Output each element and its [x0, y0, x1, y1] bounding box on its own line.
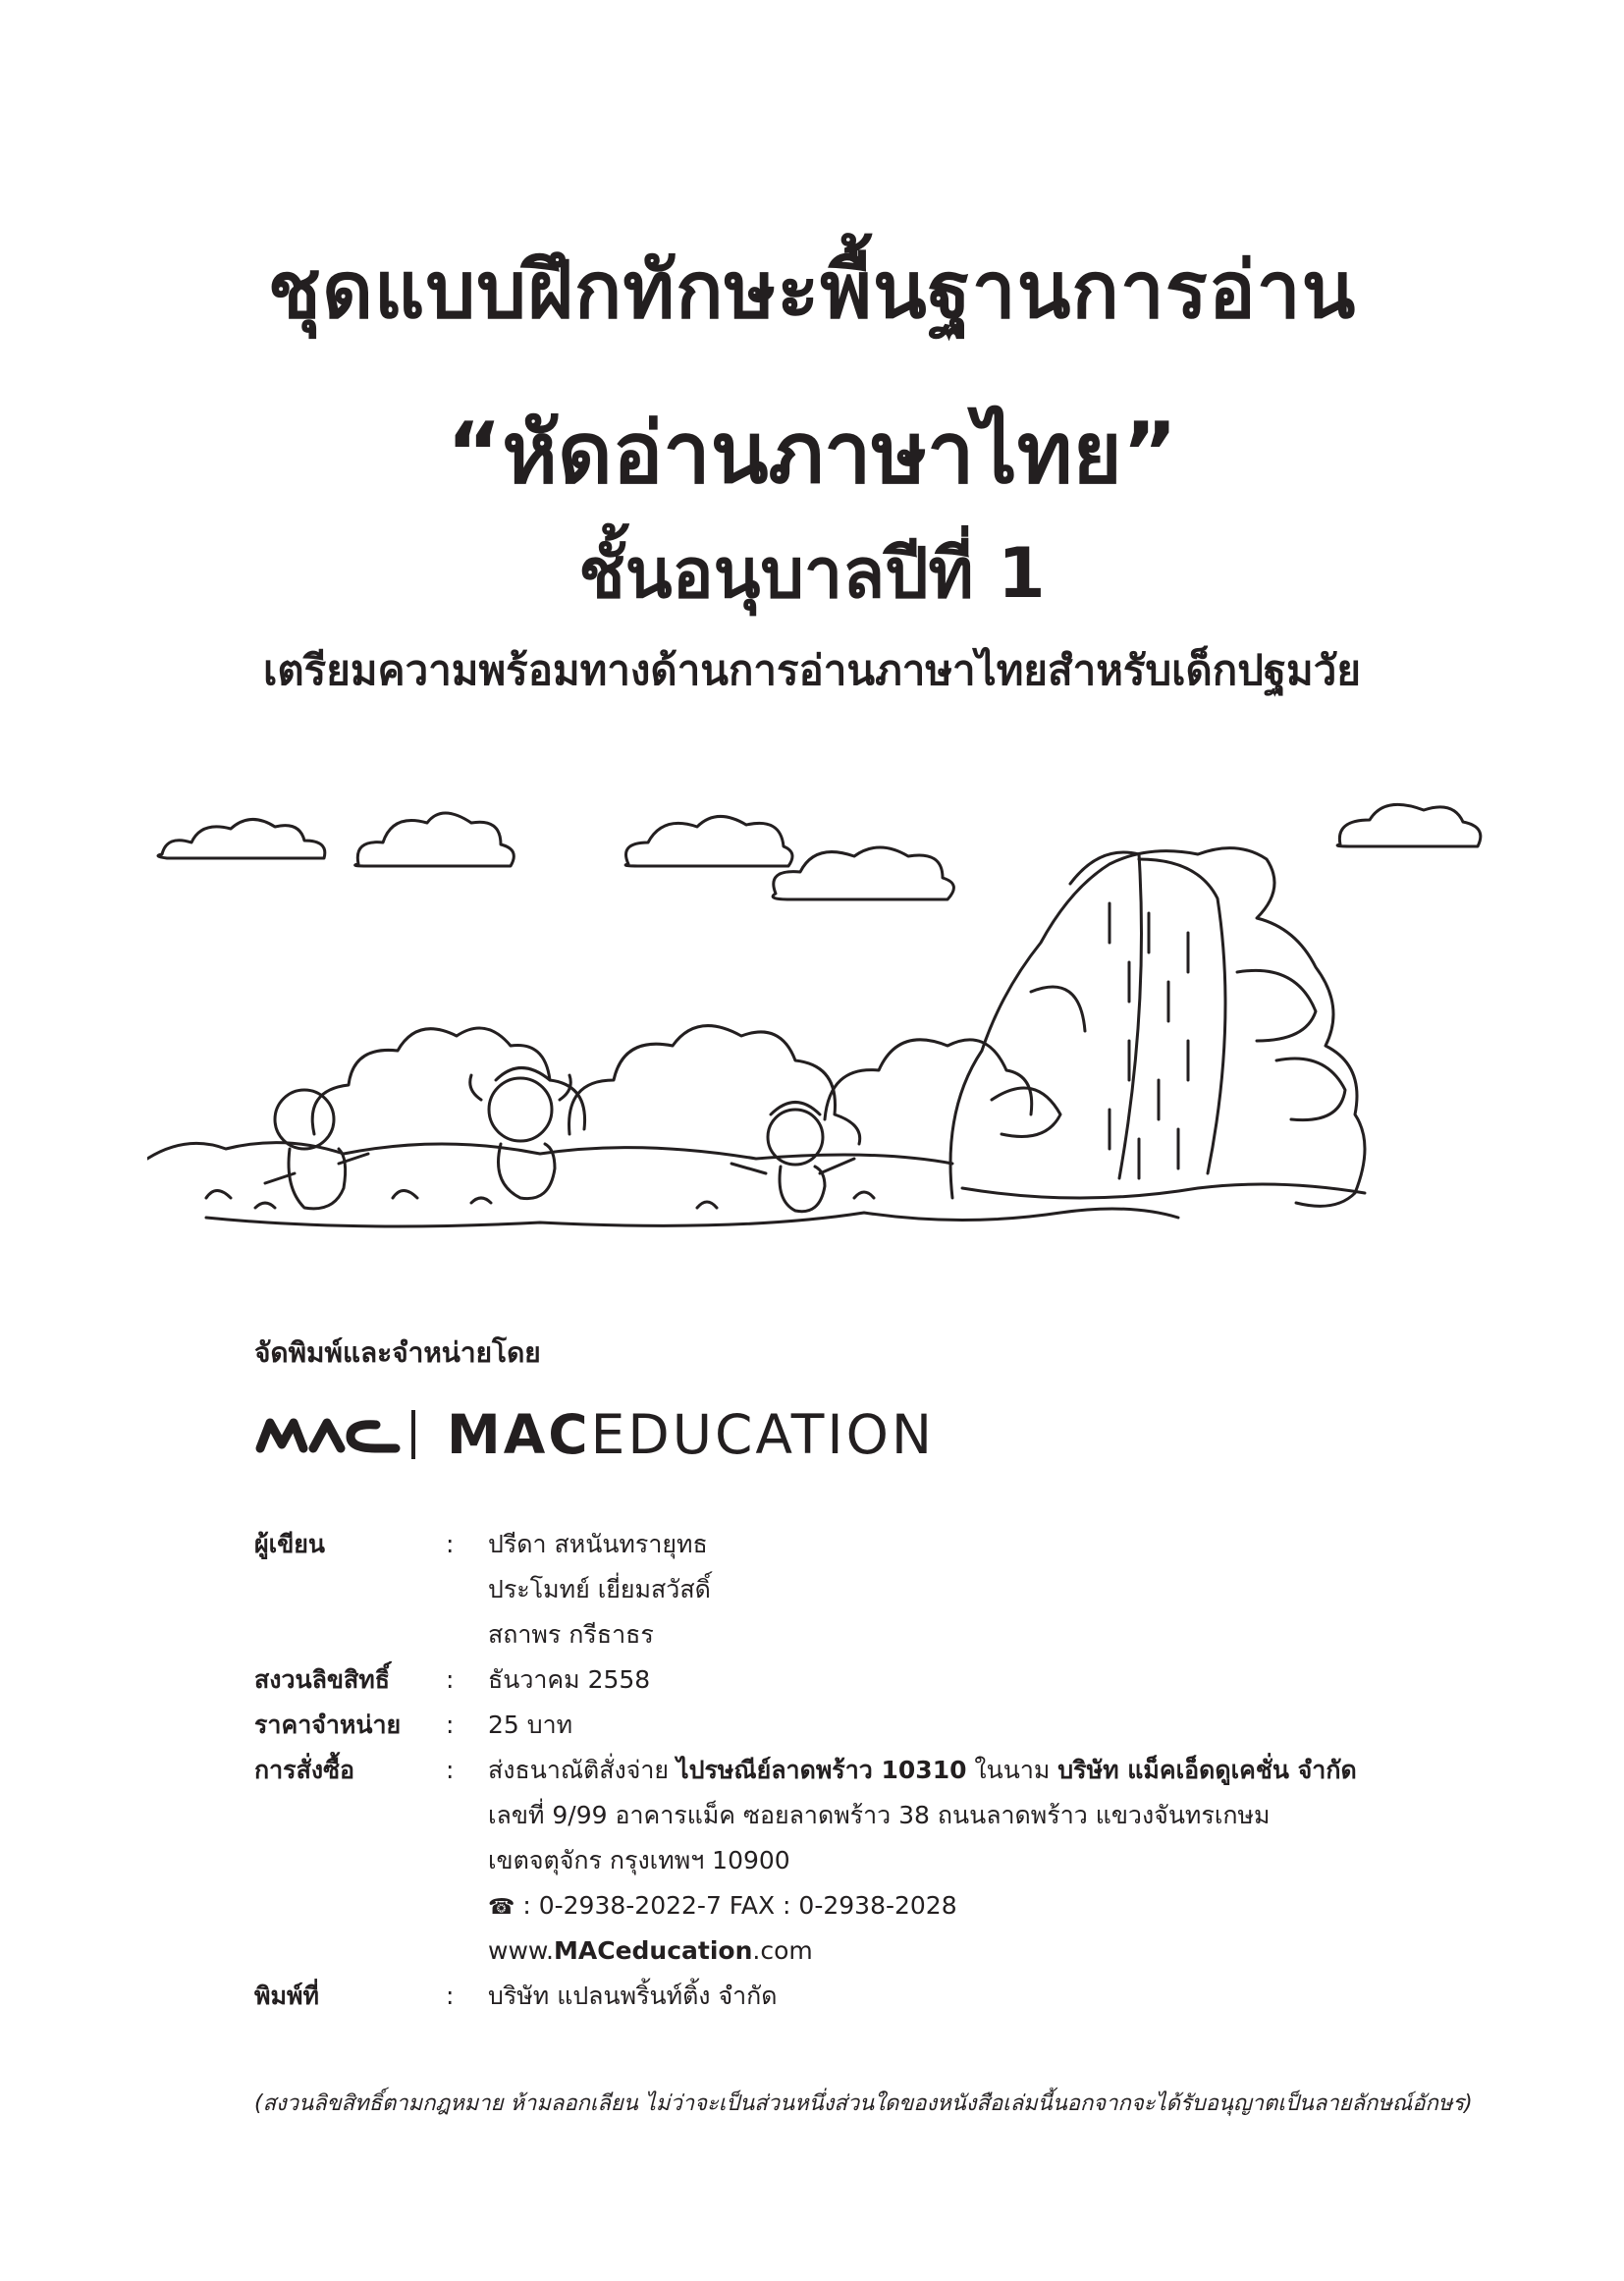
- author-1: ปรีดา สหนันทรายุทธ: [488, 1530, 708, 1558]
- colon: :: [446, 1711, 455, 1739]
- price-label: ราคาจำหน่าย: [254, 1711, 402, 1739]
- order-line-1: [488, 1748, 1357, 1793]
- water-ground: [147, 1143, 1365, 1226]
- printer-value: บริษัท แปลนพริ้นท์ติ้ง จำกัด: [488, 1982, 778, 2010]
- author-3: สถาพร กรีธาธร: [488, 1620, 654, 1649]
- children: [265, 1068, 854, 1212]
- mac-logo-mark-icon: [254, 1415, 402, 1454]
- title-line-3: ชั้นอนุบาลปีที่ 1: [578, 533, 1046, 614]
- logo-wordmark: [447, 1403, 935, 1466]
- website-link[interactable]: [488, 1928, 813, 1974]
- author-label: ผู้เขียน: [254, 1530, 326, 1558]
- phone-text: : 0-2938-2022-7 FAX : 0-2938-2028: [522, 1891, 957, 1920]
- subtitle: เตรียมความพร้อมทางด้านการอ่านภาษาไทยสำหรับเด็กปฐมวัย: [263, 646, 1361, 694]
- colon: :: [446, 1530, 455, 1558]
- url-post: .com: [752, 1936, 813, 1965]
- logo-text-light: EDUCATION: [590, 1403, 936, 1466]
- colon: :: [446, 1756, 455, 1784]
- copyright-label: สงวนลิขสิทธิ์: [254, 1665, 391, 1694]
- order-line-3: เขตจตุจักร กรุงเทพฯ 10900: [488, 1846, 790, 1874]
- logo-text-bold: MAC: [447, 1403, 591, 1466]
- splashes: [206, 1191, 874, 1209]
- price-value: 25 บาท: [488, 1711, 573, 1739]
- cloud-shapes: [158, 804, 1481, 899]
- order-pre: ส่งธนาณัติสั่งจ่าย: [488, 1756, 677, 1784]
- waterfall-illustration: [147, 786, 1492, 1276]
- copyright-notice: (สงวนลิขสิทธิ์ตามกฎหมาย ห้ามลอกเลียน ไม่ว่าจะเป็นส่วนหนึ่งส่วนใดของหนังสือเล่มนี้นอกจากจะได้รับอนุญาตเป็นลายลักษณ์อักษร): [254, 2091, 1473, 2116]
- order-company: บริษัท แม็คเอ็ดดูเคชั่น จำกัด: [1057, 1756, 1357, 1784]
- url-bold: MACeducation: [554, 1936, 753, 1965]
- author-2: ประโมทย์ เยี่ยมสวัสดิ์: [488, 1575, 711, 1603]
- colon: :: [446, 1982, 455, 2010]
- order-line-2: เลขที่ 9/99 อาคารแม็ค ซอยลาดพร้าว 38 ถนนลาดพร้าว แขวงจันทรเกษม: [488, 1801, 1271, 1829]
- logo-divider: [411, 1410, 415, 1459]
- colon: :: [446, 1665, 455, 1694]
- order-mid: ในนาม: [966, 1756, 1058, 1784]
- phone-line: [488, 1883, 957, 1930]
- telephone-icon: ☎: [488, 1895, 515, 1920]
- order-label: การสั่งซื้อ: [254, 1756, 355, 1784]
- order-post-office: ไปรษณีย์ลาดพร้าว 10310: [677, 1756, 967, 1784]
- title-line-2: “หัดอ่านภาษาไทย”: [446, 405, 1178, 503]
- mac-education-logo: [254, 1404, 935, 1465]
- waterfall-rock: [950, 848, 1365, 1207]
- copyright-value: ธันวาคม 2558: [488, 1665, 651, 1694]
- url-pre: www.: [488, 1936, 554, 1965]
- publisher-label: จัดพิมพ์และจำหน่ายโดย: [254, 1336, 541, 1369]
- title-line-1: ชุดแบบฝึกทักษะพื้นฐานการอ่าน: [267, 244, 1357, 336]
- bushes: [312, 1026, 1032, 1144]
- printer-label: พิมพ์ที่: [254, 1982, 319, 2010]
